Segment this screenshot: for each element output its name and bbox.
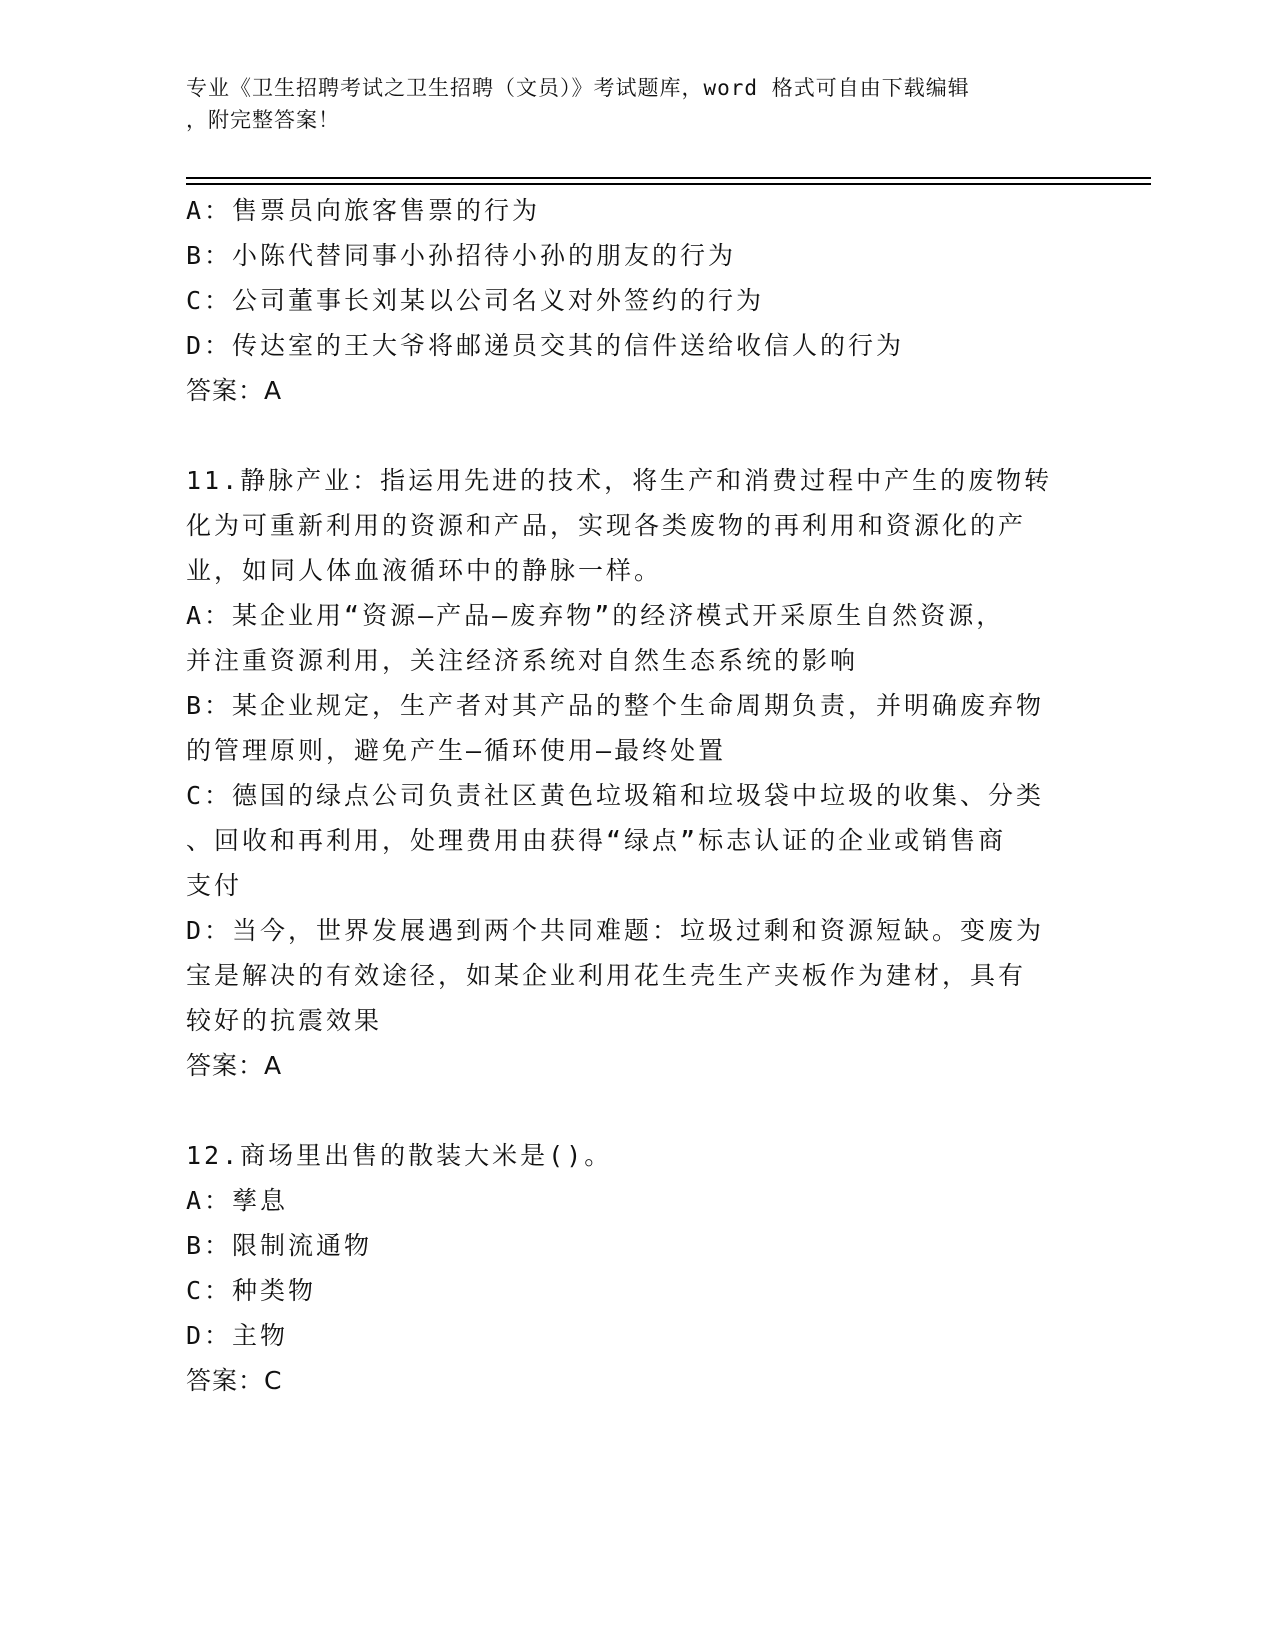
spacer (186, 1088, 1086, 1133)
q11-option-c-line: 支付 (186, 871, 243, 900)
q12-option-d: D：主物 (186, 1321, 289, 1350)
document-body (186, 188, 1086, 1403)
q10-option-a: A：售票员向旅客售票的行为 (186, 196, 541, 225)
question-10-block (186, 188, 1086, 413)
q11-option-d-line: D：当今，世界发展遇到两个共同难题：垃圾过剩和资源短缺。变废为 (186, 916, 1045, 945)
header-rule-top (186, 177, 1151, 179)
q11-option-b-line: 的管理原则，避免产生—循环使用—最终处置 (186, 736, 727, 765)
q11-option-b-line: B：某企业规定，生产者对其产品的整个生命周期负责，并明确废弃物 (186, 691, 1045, 720)
q11-stem-line: 业，如同人体血液循环中的静脉一样。 (186, 556, 663, 585)
document-header (186, 72, 1086, 136)
q11-stem-line: 11.静脉产业：指运用先进的技术，将生产和消费过程中产生的废物转 (186, 466, 1053, 495)
q10-option-d: D：传达室的王大爷将邮递员交其的信件送给收信人的行为 (186, 331, 905, 360)
q12-option-b: B：限制流通物 (186, 1231, 373, 1260)
question-12-block (186, 1133, 1086, 1403)
q11-option-a-line: 并注重资源利用，关注经济系统对自然生态系统的影响 (186, 646, 859, 675)
header-line-2: ，附完整答案！ (186, 108, 340, 132)
q10-option-c: C：公司董事长刘某以公司名义对外签约的行为 (186, 286, 765, 315)
q11-option-c-line: C：德国的绿点公司负责社区黄色垃圾箱和垃圾袋中垃圾的收集、分类 (186, 781, 1045, 810)
q11-answer: 答案：A (186, 1051, 283, 1080)
q12-option-c: C：种类物 (186, 1276, 317, 1305)
q11-stem-line: 化为可重新利用的资源和产品，实现各类废物的再利用和资源化的产 (186, 511, 1027, 540)
question-11-block (186, 458, 1086, 1088)
spacer (186, 413, 1086, 458)
q12-option-a: A：孳息 (186, 1186, 289, 1215)
q12-stem: 12.商场里出售的散装大米是()。 (186, 1141, 613, 1170)
q10-option-b: B：小陈代替同事小孙招待小孙的朋友的行为 (186, 241, 737, 270)
q11-option-d-line: 较好的抗震效果 (186, 1006, 383, 1035)
q11-option-d-line: 宝是解决的有效途径，如某企业利用花生壳生产夹板作为建材，具有 (186, 961, 1027, 990)
q11-option-a-line: A：某企业用“资源—产品—废弃物”的经济模式开采原生自然资源， (186, 601, 1005, 630)
header-line-1: 专业《卫生招聘考试之卫生招聘（文员）》考试题库，word 格式可自由下载编辑 (186, 76, 970, 100)
q12-answer: 答案：C (186, 1366, 283, 1395)
q11-option-c-line: 、回收和再利用，处理费用由获得“绿点”标志认证的企业或销售商 (186, 826, 1007, 855)
q10-answer: 答案：A (186, 376, 283, 405)
header-rule-bottom (186, 183, 1151, 185)
